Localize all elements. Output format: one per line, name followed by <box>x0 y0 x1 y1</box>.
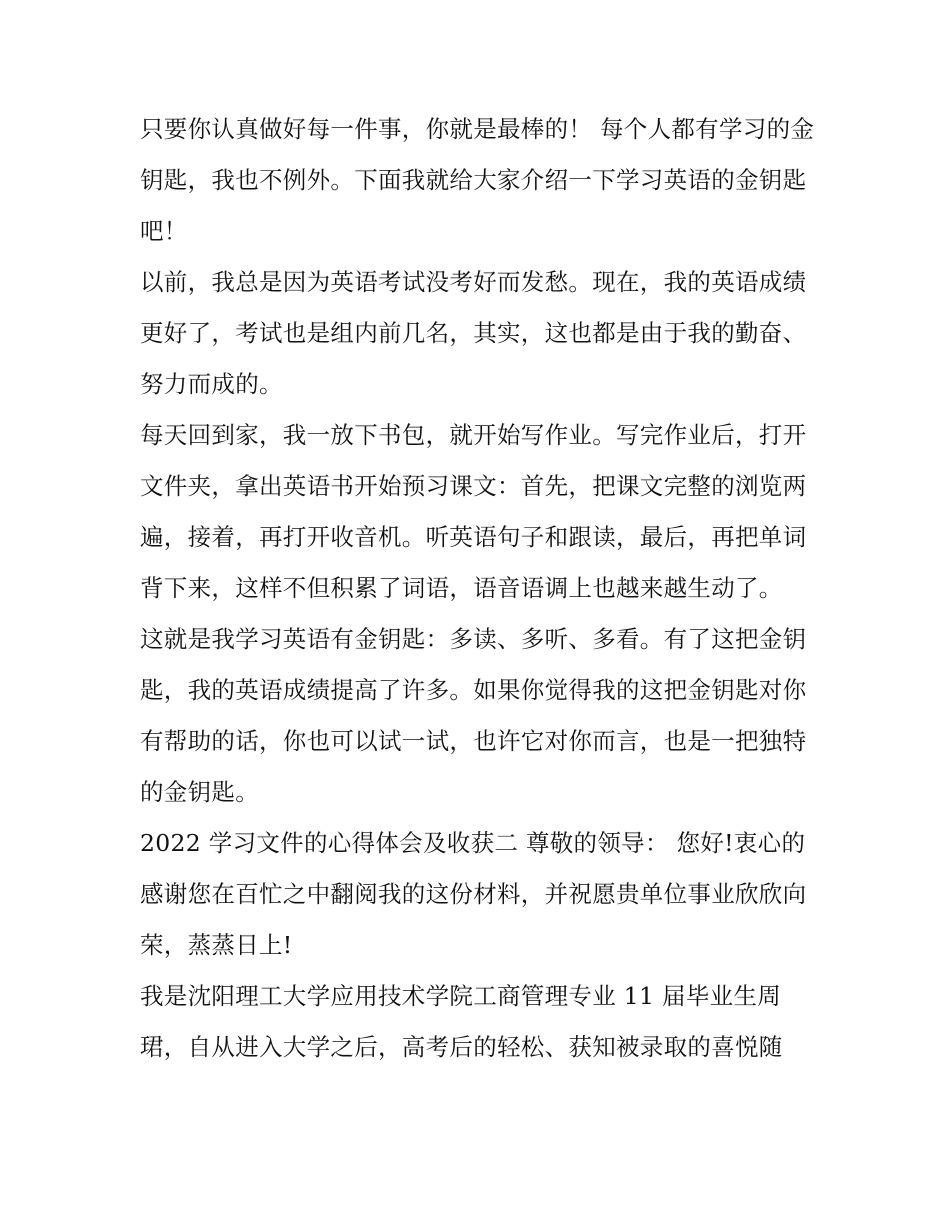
paragraph: 我是沈阳理工大学应用技术学院工商管理专业 11 届毕业生周珺，自从进入大学之后，高考后的轻松、获知被录取的喜悦随 <box>140 982 783 1061</box>
paragraph: 2022 学习文件的心得体会及收获二 尊敬的领导： 您好!衷心的感谢您在百忙之中翻阅我的这份材料，并祝愿贵单位事业欣欣向荣，蒸蒸日上! <box>140 829 807 959</box>
document-body <box>140 104 820 1073</box>
paragraph: 以前，我总是因为英语考试没考好而发愁。现在，我的英语成绩更好了，考试也是组内前几名，其实，这也都是由于我的勤奋、努力而成的。 <box>140 268 807 398</box>
paragraph: 这就是我学习英语有金钥匙：多读、多听、多看。有了这把金钥匙，我的英语成绩提高了许多。如果你觉得我的这把金钥匙对你有帮助的话，你也可以试一试，也许它对你而言，也是一把独特的金钥匙。 <box>140 625 807 806</box>
paragraph: 只要你认真做好每一件事，你就是最棒的！ 每个人都有学习的金钥匙，我也不例外。下面我就给大家介绍一下学习英语的金钥匙吧！ <box>140 115 815 245</box>
paragraph: 每天回到家，我一放下书包，就开始写作业。写完作业后，打开文件夹，拿出英语书开始预习课文：首先，把课文完整的浏览两遍，接着，再打开收音机。听英语句子和跟读，最后，再把单词背下来，这样不但积累了词语，语音语调上也越来越生动了。 <box>140 421 807 602</box>
